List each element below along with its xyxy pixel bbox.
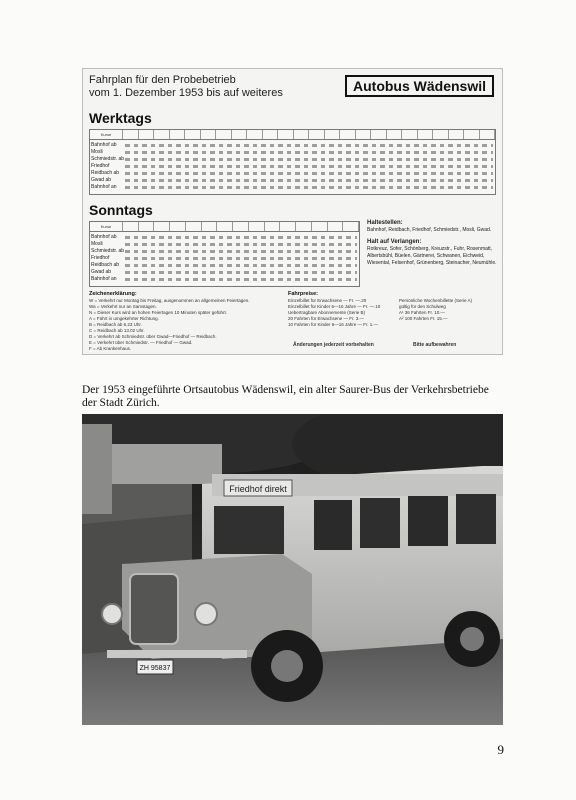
license-plate: ZH 95837 bbox=[139, 665, 171, 672]
page-number: 9 bbox=[497, 742, 504, 757]
sunday-table: Kurse Bahnhof ab Mosli Schmiedstr. ab Friedhof Reidbach ab Gwad ab Bahnhof an bbox=[89, 221, 360, 287]
weekday-heading: Werktags bbox=[89, 110, 152, 126]
legend-block: Zeichenerklärung: W = Verkehrt nur Montag bis Freitag, ausgenommen an allgemeinen Feiertagen. Wa = Verkehrt nur an Samstagen. N = Dieser Kurs wird an hohen Feiertagen 10 Minuten später geführt. A = Führt in umgekehrter Richtung. B = Reidbach ab 6.23 Uhr. C = Reidbach ab 13.02 Uhr. D = Verkehrt ab Schmiedstr. über Gwad—Friedhof — Reidbach. E = Verkehrt über Schmiedstr. — Friedhof — Gwad. F = Ab Krankenhaus. bbox=[89, 291, 250, 351]
brand-label: Autobus Wädenswil bbox=[345, 75, 494, 97]
timetable-title: Fahrplan für den Probebetrieb vom 1. Dezember 1953 bis auf weiteres bbox=[89, 74, 283, 99]
weekday-times bbox=[125, 142, 493, 192]
timetable-scan bbox=[82, 68, 503, 355]
photo-caption: Der 1953 eingeführte Ortsautobus Wädenswil, ein alter Saurer-Bus der Verkehrsbetriebe der Stadt Zürich. bbox=[82, 384, 489, 409]
fares-right-block: Persönliche Wochenbillette (Serie A) gültig für den Schulweg A¹ 36 Fahrten Fr. 10.— A² 100 Fahrten Fr. 15.— bbox=[399, 298, 472, 321]
weekday-header: Kurse bbox=[90, 130, 495, 140]
fares-block: Fahrpreise: Einzelbillet für Erwachsene — Fr. —.20 Einzelbillet für Kinder 6—16 Jahre — Fr. —.10 Uebertragbare Abonnemente (Serie B) 20 Fahrten für Erwachsene — Fr. 3.— 10 Fahrten für Kinder 6—16 Jahre — Fr. 1.— bbox=[288, 291, 381, 327]
destination-sign: Friedhof direkt bbox=[229, 484, 287, 494]
weekday-stations: Bahnhof ab Mosli Schmiedstr. ab Friedhof Reidbach ab Gwad ab Bahnhof an bbox=[91, 142, 125, 190]
sunday-heading: Sonntags bbox=[89, 202, 153, 218]
sunday-stations: Bahnhof ab Mosli Schmiedstr. ab Friedhof Reidbach ab Gwad ab Bahnhof an bbox=[91, 234, 125, 282]
weekday-table bbox=[89, 129, 496, 195]
sunday-times bbox=[125, 234, 357, 284]
changes-note: Änderungen jederzeit vorbehalten bbox=[293, 342, 374, 348]
bus-illustration bbox=[82, 414, 503, 725]
stops-panel: Haltestellen: Bahnhof, Reidbach, Friedhof, Schmiedstr., Mosli, Gwad. Halt auf Verlangen: Rotkreuz, Sofer, Schönberg, Kreuzstr., Fuhr, Rosenmatt, Albertsbühl, Büelen, Gärtnerei, Schwanen, Eichweid, Wiesental, Felsenhof, Grünenberg, Steinacher, Neumühle. bbox=[367, 220, 497, 266]
keep-note: Bitte aufbewahren bbox=[413, 342, 457, 348]
bus-photo bbox=[82, 414, 503, 725]
